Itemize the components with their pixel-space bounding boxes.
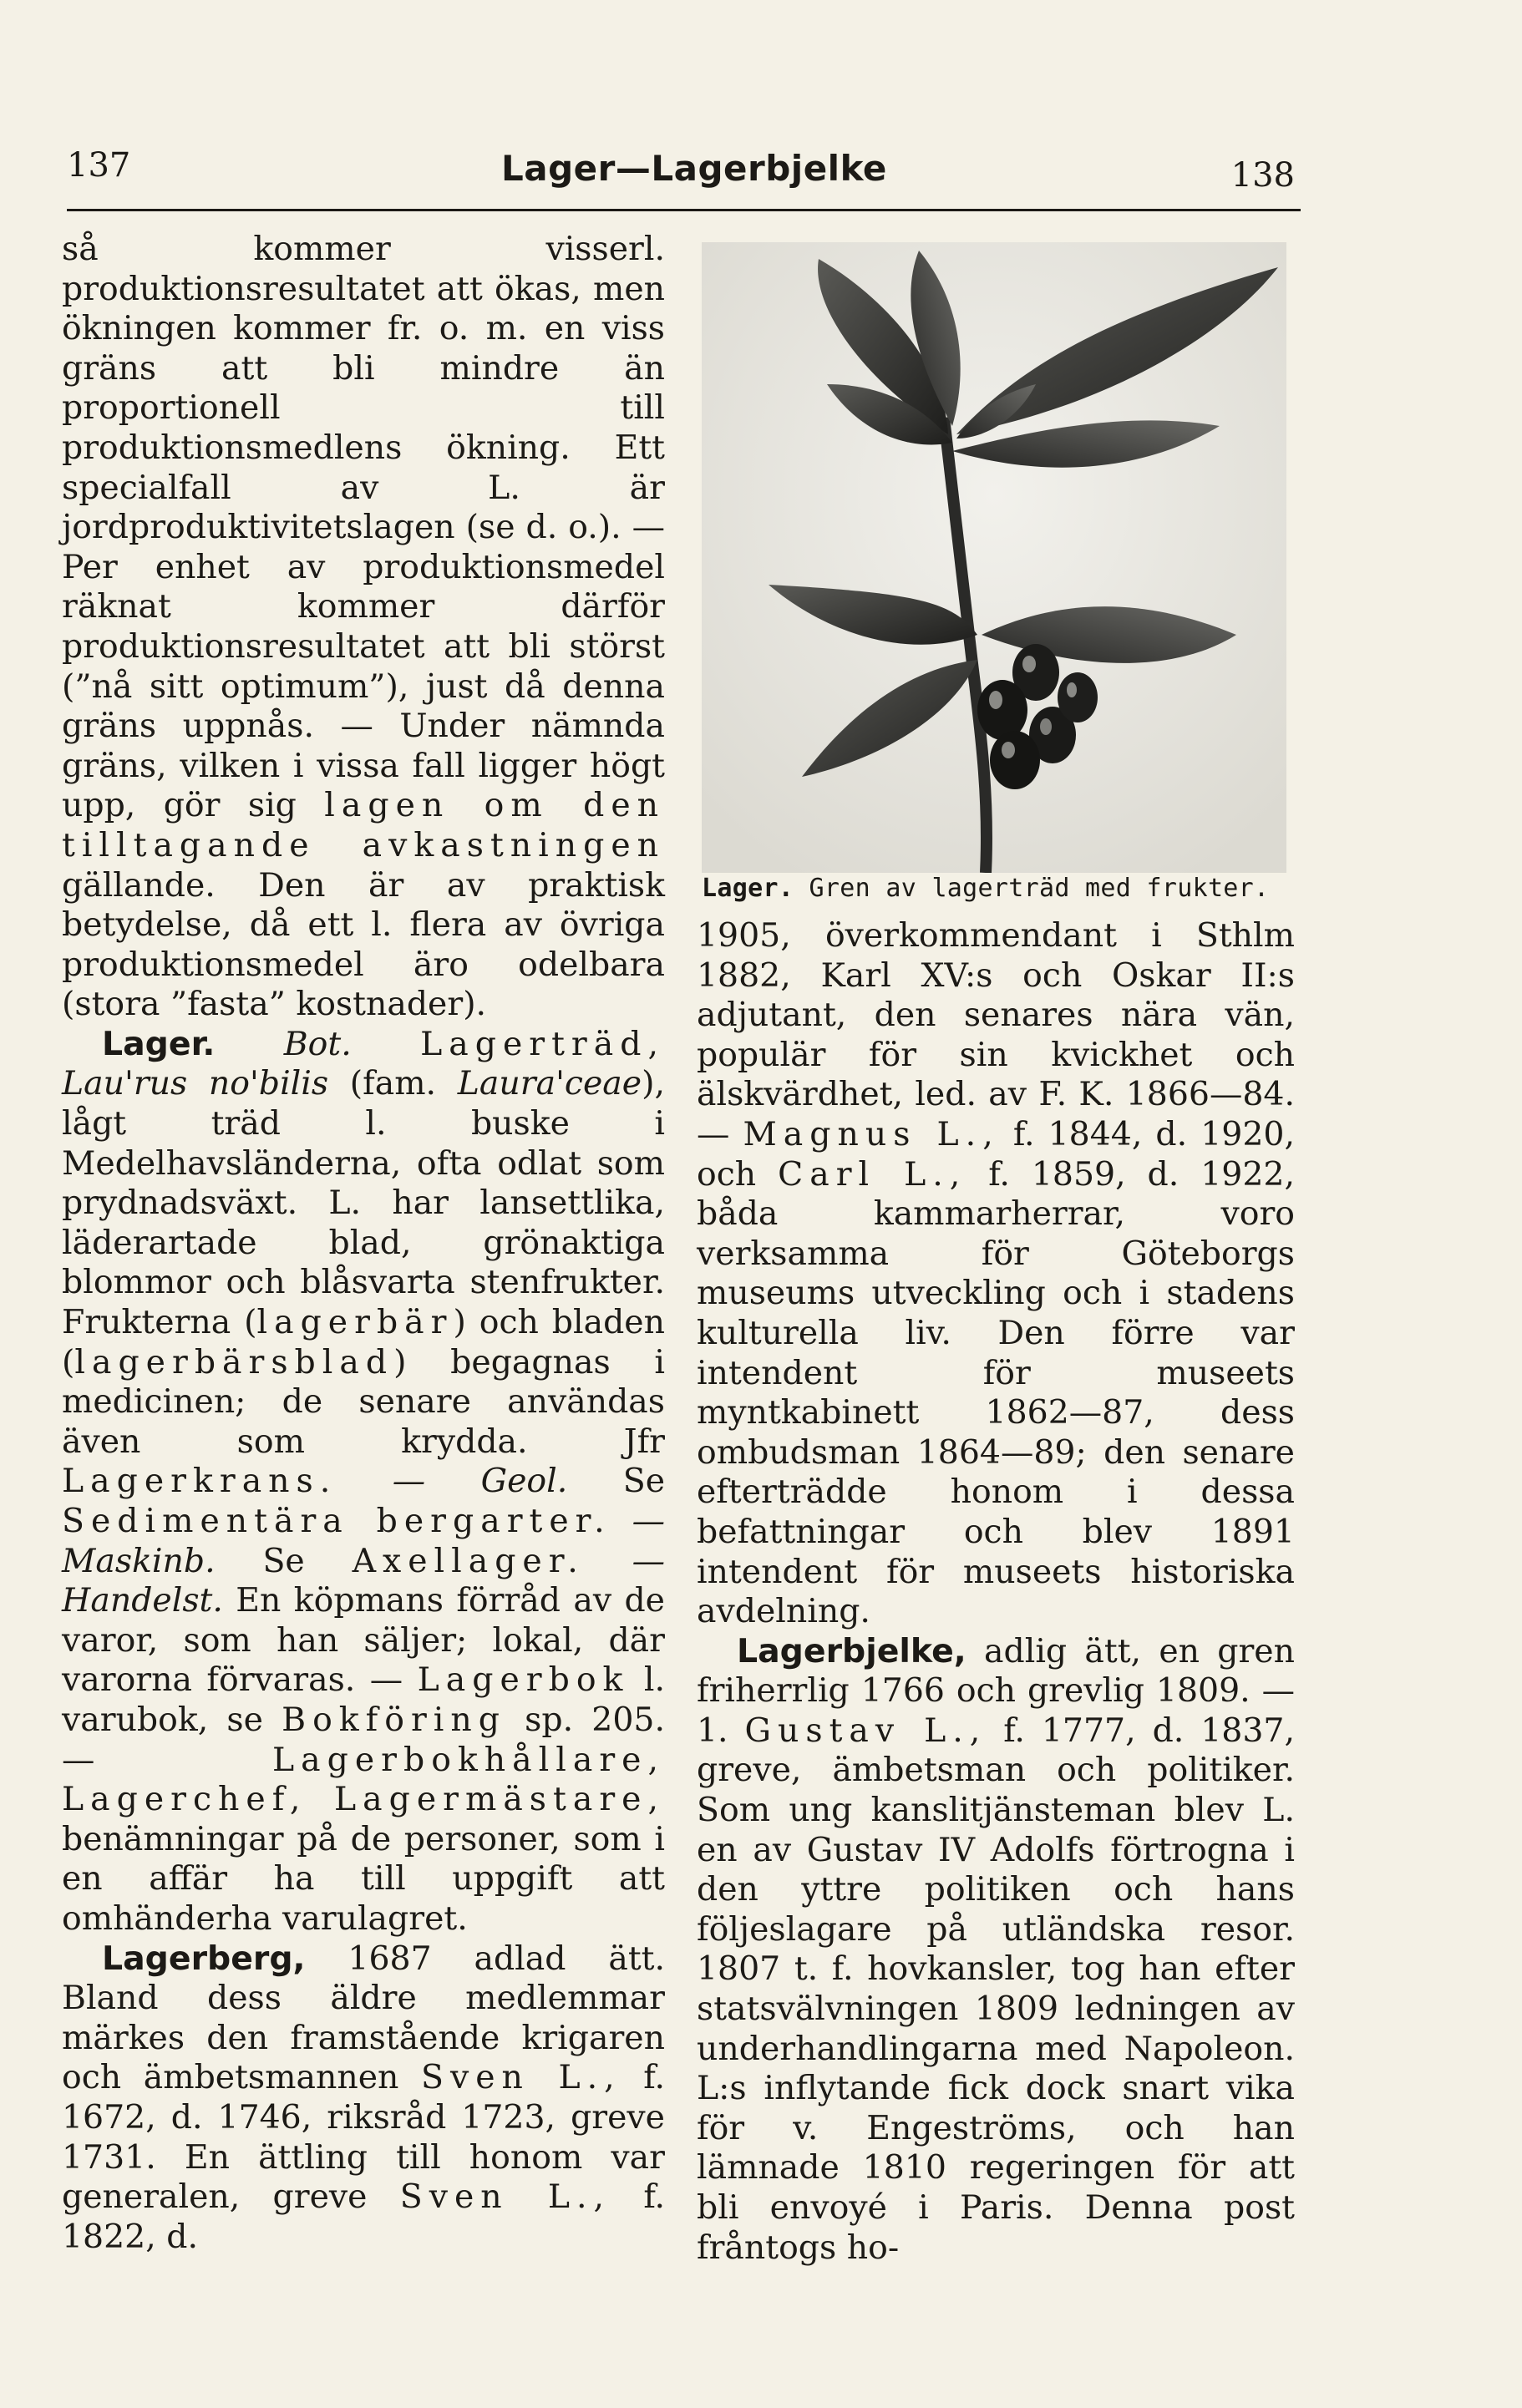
- entry-lagerbjelke: Lagerbjelke, adlig ätt, en gren friherrlig 1766 och grevlig 1809. — 1. Gustav L., f. 1777, d. 1837, greve, ämbetsman och politiker. Som ung kanslitjänsteman blev L. en av Gustav IV Adolfs förtrogna i den yttre politiken och hans följeslagare på utländska resor. 1807 t. f. hovkansler, tog han efter statsvälvningen 1809 ledningen av underhandlingarna med Napoleon. L:s inflytande fick dock snart vika för v. Engeströms, och han lämnade 1810 regeringen för att bli envoyé i Paris. Denna post fråntogs ho-: [697, 1631, 1295, 2267]
- page-header: [67, 138, 1295, 205]
- figure-caption: Lager. Gren av lagerträd med frukter.: [702, 874, 1270, 903]
- entry-lagerberg: Lagerberg, 1687 adlad ätt. Bland dess äldre medlemmar märkes den framstående krigaren och ämbetsmannen Sven L., f. 1672, d. 1746, riksråd 1723, greve 1731. En ättling till honom var generalen, greve Sven L., f. 1822, d.: [62, 1939, 666, 2256]
- headword-lager: Lager.: [102, 1024, 216, 1063]
- right-column: [697, 916, 1295, 2268]
- running-title: Lager—Lagerbjelke: [501, 148, 887, 189]
- laurel-branch-illustration: [702, 242, 1286, 873]
- left-column: [62, 230, 665, 2257]
- laurel-branch-photo: [702, 242, 1286, 873]
- header-rule: [67, 209, 1301, 211]
- continued-paragraph-right: 1905, överkommendant i Sthlm 1882, Karl XV:s och Oskar II:s adjutant, den senares nära vän, populär för sin kvickhet och älskvärdhet, led. av F. K. 1866—84. — Magnus L., f. 1844, d. 1920, och Carl L., f. 1859, d. 1922, båda kammarherrar, voro verksamma för Göteborgs museums utveckling och i stadens kulturella liv. Den förre var intendent för museets myntkabinett 1862—87, dess ombudsman 1864—89; den senare efterträdde honom i dessa befattningar och blev 1891 intendent för museets historiska avdelning.: [697, 916, 1295, 1631]
- headword-lagerbjelke: Lagerbjelke,: [737, 1631, 966, 1670]
- page-number-left: 137: [67, 146, 131, 185]
- page-number-right: 138: [1230, 156, 1295, 195]
- entry-lager: Lager. Bot. Lagerträd, Lau'rus no'bilis (fam. Laura'ceae), lågt träd l. buske i Medelhavsländerna, ofta odlat som prydnadsväxt. L. har lansettlika, läderartade blad, grönaktiga blommor och blåsvarta stenfrukter. Frukterna (lagerbär) och bladen (lagerbärsblad) begagnas i medicinen; de senare användas även som krydda. Jfr Lagerkrans. — Geol. Se Sedimentära bergarter. — Maskinb. Se Axellager. — Handelst. En köpmans förråd av de varor, som han säljer; lokal, där varorna förvaras. — Lagerbok l. varubok, se Bokföring sp. 205. — Lagerbokhållare, Lagerchef, Lagermästare, benämningar på de personer, som i en affär ha till uppgift att omhänderha varulagret.: [62, 1024, 665, 1938]
- continued-paragraph: så kommer visserl. produktionsresultatet att ökas, men ökningen kommer fr. o. m. en viss gräns att bli mindre än proportionell till produktionsmedlens ökning. Ett specialfall av L. är jordproduktivitetslagen (se d. o.). — Per enhet av produktionsmedel räknat kommer därför produktionsresultatet att bli störst (”nå sitt optimum”), just då denna gräns uppnås. — Under nämnda gräns, vilken i vissa fall ligger högt upp, gör sig lagen om den tilltagande avkastningen gällande. Den är av praktisk betydelse, då ett l. flera av övriga produktionsmedel äro odelbara (stora ”fasta” kostnader).: [62, 230, 665, 1024]
- headword-lagerberg: Lagerberg,: [102, 1939, 306, 1978]
